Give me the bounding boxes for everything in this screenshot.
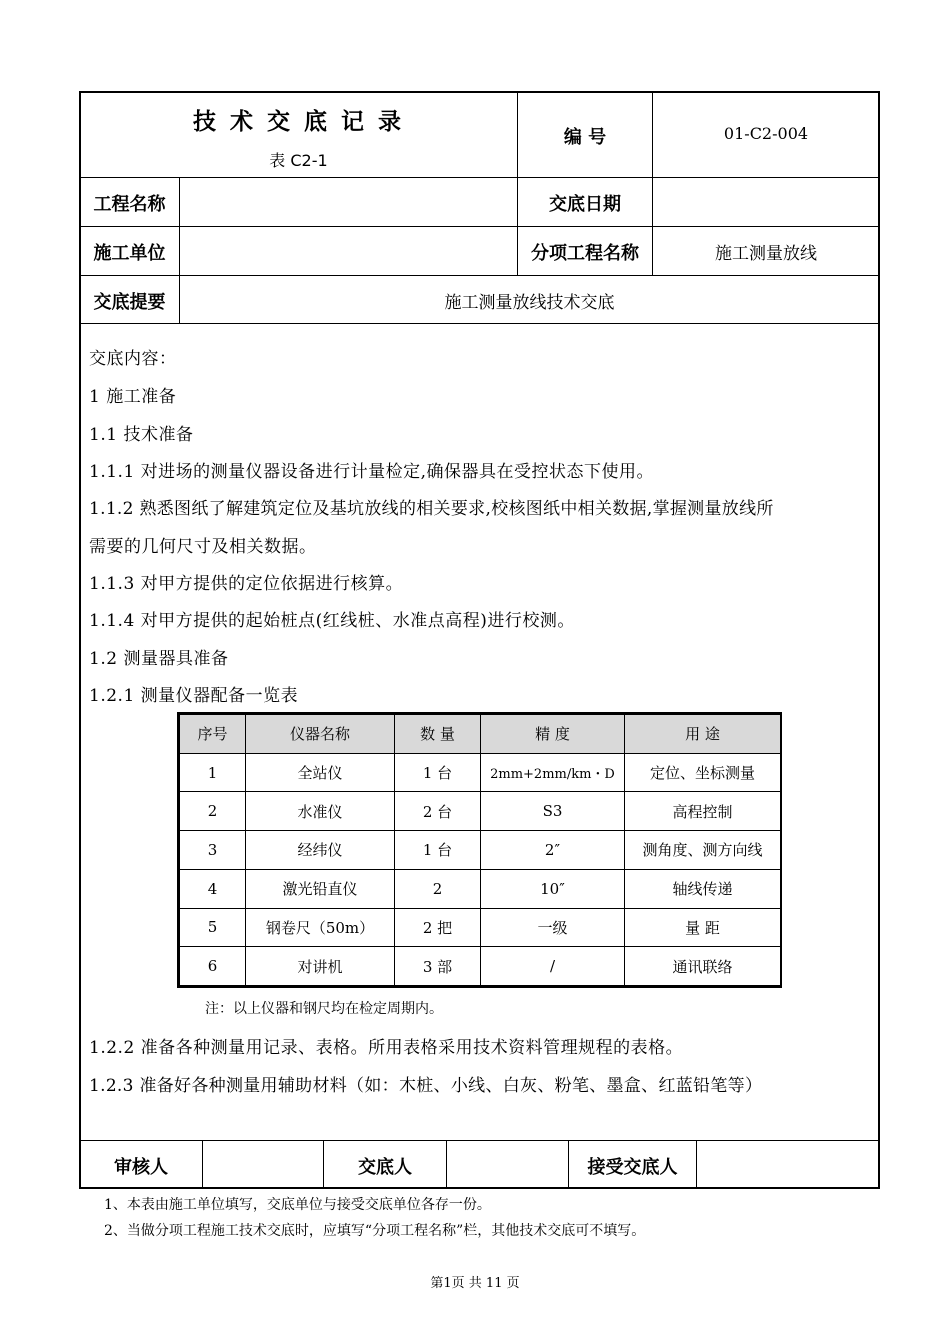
page-number: 第1页 共 11 页 bbox=[430, 1276, 520, 1291]
subproject-label: 分项工程名称 bbox=[531, 243, 639, 264]
form-title: 技 术 交 底 记 录 bbox=[192, 109, 405, 135]
table-cell: 水准仪 bbox=[246, 792, 395, 831]
discloser-field[interactable] bbox=[447, 1153, 568, 1177]
table-cell: 1 台 bbox=[395, 831, 481, 870]
table-row bbox=[180, 753, 781, 792]
content-line: 1.2.2 准备各种测量用记录、表格。所用表格采用技术资料管理规程的表格。 bbox=[89, 1038, 684, 1058]
content-line: 1.2.3 准备好各种测量用辅助材料（如：木桩、小线、白灰、粉笔、墨盒、红蓝铅笔等） bbox=[89, 1076, 763, 1096]
table-cell: 10″ bbox=[481, 869, 625, 908]
content-line: 1 施工准备 bbox=[89, 387, 177, 407]
disclosure-date-label: 交底日期 bbox=[549, 194, 621, 215]
rule-row-3 bbox=[80, 323, 879, 324]
table-cell: 2 把 bbox=[395, 908, 481, 947]
table-cell: 全站仪 bbox=[246, 753, 395, 792]
content-line: 需要的几何尺寸及相关数据。 bbox=[89, 537, 317, 557]
content-line: 1.1.1 对进场的测量仪器设备进行计量检定,确保器具在受控状态下使用。 bbox=[89, 462, 655, 482]
instrument-table bbox=[177, 712, 782, 988]
table-header-cell: 精 度 bbox=[481, 715, 625, 754]
table-row bbox=[180, 869, 781, 908]
content-line: 1.1.2 熟悉图纸了解建筑定位及基坑放线的相关要求,校核图纸中相关数据,掌握测量放线所 bbox=[89, 499, 774, 519]
table-cell: 轴线传递 bbox=[625, 869, 781, 908]
table-header-row bbox=[180, 715, 781, 754]
receiver-field[interactable] bbox=[697, 1153, 879, 1177]
table-cell: 3 bbox=[180, 831, 246, 870]
table-cell: 2″ bbox=[481, 831, 625, 870]
rule-row-2 bbox=[80, 275, 879, 276]
table-row bbox=[180, 947, 781, 986]
summary-value: 施工测量放线技术交底 bbox=[444, 293, 615, 313]
table-cell: 经纬仪 bbox=[246, 831, 395, 870]
table-cell: 1 台 bbox=[395, 753, 481, 792]
receiver-label: 接受交底人 bbox=[587, 1157, 678, 1178]
content-intro: 交底内容： bbox=[89, 349, 177, 369]
summary-label: 交底提要 bbox=[93, 292, 166, 313]
serial-label: 编 号 bbox=[563, 127, 607, 148]
table-cell: 2 bbox=[395, 869, 481, 908]
rule-header-bottom bbox=[80, 177, 879, 178]
table-cell: 钢卷尺（50m） bbox=[246, 908, 395, 947]
table-note: 注：以上仪器和钢尺均在检定周期内。 bbox=[205, 1001, 443, 1017]
table-cell: 6 bbox=[180, 947, 246, 986]
table-cell: 2 台 bbox=[395, 792, 481, 831]
subproject-value: 施工测量放线 bbox=[715, 244, 817, 264]
table-cell: 测角度、测方向线 bbox=[625, 831, 781, 870]
reviewer-field[interactable] bbox=[203, 1153, 323, 1177]
table-row bbox=[180, 908, 781, 947]
table-cell: 2mm+2mm/km・D bbox=[481, 753, 625, 792]
table-cell: / bbox=[481, 947, 625, 986]
content-line: 1.2 测量器具准备 bbox=[89, 649, 229, 669]
footnote: 1、本表由施工单位填写，交底单位与接受交底单位各存一份。 bbox=[104, 1197, 491, 1213]
table-cell: S3 bbox=[481, 792, 625, 831]
footnote: 2、当做分项工程施工技术交底时，应填写“分项工程名称”栏，其他技术交底可不填写。 bbox=[104, 1223, 646, 1239]
project-name-label: 工程名称 bbox=[93, 194, 166, 215]
constructor-label: 施工单位 bbox=[93, 243, 166, 264]
table-cell: 1 bbox=[180, 753, 246, 792]
table-row bbox=[180, 831, 781, 870]
content-line: 1.2.1 测量仪器配备一览表 bbox=[89, 686, 299, 706]
reviewer-label: 审核人 bbox=[114, 1157, 168, 1178]
table-cell: 一级 bbox=[481, 908, 625, 947]
table-cell: 高程控制 bbox=[625, 792, 781, 831]
rule-content-bottom bbox=[80, 1140, 879, 1141]
table-cell: 5 bbox=[180, 908, 246, 947]
table-cell: 定位、坐标测量 bbox=[625, 753, 781, 792]
content-line: 1.1.4 对甲方提供的起始桩点(红线桩、水准点高程)进行校测。 bbox=[89, 611, 575, 631]
serial-value: 01-C2-004 bbox=[723, 124, 809, 143]
table-header-cell: 数 量 bbox=[395, 715, 481, 754]
form-number: 表 C2-1 bbox=[269, 151, 328, 170]
table-cell: 2 bbox=[180, 792, 246, 831]
content-line: 1.1 技术准备 bbox=[89, 425, 194, 445]
table-header-cell: 用 途 bbox=[625, 715, 781, 754]
table-cell: 对讲机 bbox=[246, 947, 395, 986]
table-cell: 3 部 bbox=[395, 947, 481, 986]
table-cell: 激光铅直仪 bbox=[246, 869, 395, 908]
table-cell: 量 距 bbox=[625, 908, 781, 947]
table-cell: 4 bbox=[180, 869, 246, 908]
discloser-label: 交底人 bbox=[358, 1157, 412, 1178]
content-line: 1.1.3 对甲方提供的定位依据进行核算。 bbox=[89, 574, 404, 594]
table-header-cell: 序号 bbox=[180, 715, 246, 754]
table-row bbox=[180, 792, 781, 831]
table-header-cell: 仪器名称 bbox=[246, 715, 395, 754]
rule-row-1 bbox=[80, 226, 879, 227]
table-cell: 通讯联络 bbox=[625, 947, 781, 986]
